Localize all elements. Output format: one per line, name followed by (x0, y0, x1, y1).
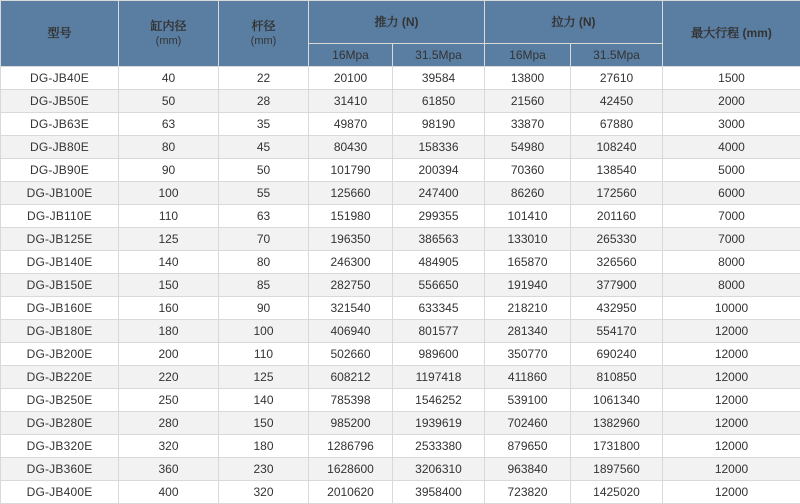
cell-max-stroke: 12000 (663, 435, 800, 458)
column-header-pull-31-5mpa: 31.5Mpa (571, 44, 663, 67)
column-header-push-force: 推力 (N) (309, 1, 485, 44)
cell-pull-31-5mpa: 138540 (571, 159, 663, 182)
cell-push-16mpa: 31410 (309, 90, 393, 113)
cell-rod: 125 (219, 366, 309, 389)
cell-pull-16mpa: 33870 (485, 113, 571, 136)
cell-push-31-5mpa: 2533380 (393, 435, 485, 458)
cell-bore: 360 (119, 458, 219, 481)
cell-pull-16mpa: 21560 (485, 90, 571, 113)
table-row (1, 412, 800, 435)
cell-rod: 22 (219, 67, 309, 90)
cell-model: DG-JB100E (1, 182, 119, 205)
cell-bore: 80 (119, 136, 219, 159)
cell-bore: 40 (119, 67, 219, 90)
cell-model: DG-JB50E (1, 90, 119, 113)
cell-pull-31-5mpa: 108240 (571, 136, 663, 159)
cell-pull-31-5mpa: 265330 (571, 228, 663, 251)
cell-model: DG-JB90E (1, 159, 119, 182)
cell-bore: 180 (119, 320, 219, 343)
cell-pull-16mpa: 191940 (485, 274, 571, 297)
cell-bore: 160 (119, 297, 219, 320)
table-row (1, 435, 800, 458)
cell-pull-16mpa: 350770 (485, 343, 571, 366)
cell-push-16mpa: 196350 (309, 228, 393, 251)
cell-model: DG-JB63E (1, 113, 119, 136)
cell-rod: 150 (219, 412, 309, 435)
cell-pull-16mpa: 218210 (485, 297, 571, 320)
cell-push-31-5mpa: 633345 (393, 297, 485, 320)
cell-max-stroke: 8000 (663, 274, 800, 297)
cell-pull-16mpa: 963840 (485, 458, 571, 481)
cell-pull-16mpa: 101410 (485, 205, 571, 228)
cell-pull-31-5mpa: 810850 (571, 366, 663, 389)
cell-rod: 85 (219, 274, 309, 297)
cell-max-stroke: 4000 (663, 136, 800, 159)
cell-max-stroke: 12000 (663, 343, 800, 366)
column-header-push-31-5mpa: 31.5Mpa (393, 44, 485, 67)
cell-push-31-5mpa: 39584 (393, 67, 485, 90)
table-row (1, 113, 800, 136)
column-header-pull-16mpa: 16Mpa (485, 44, 571, 67)
cell-push-16mpa: 49870 (309, 113, 393, 136)
table-row (1, 228, 800, 251)
cell-push-31-5mpa: 200394 (393, 159, 485, 182)
table-row (1, 67, 800, 90)
cell-model: DG-JB320E (1, 435, 119, 458)
cell-push-31-5mpa: 801577 (393, 320, 485, 343)
cell-push-31-5mpa: 484905 (393, 251, 485, 274)
table-row (1, 320, 800, 343)
cell-push-16mpa: 2010620 (309, 481, 393, 504)
cell-bore: 50 (119, 90, 219, 113)
cell-pull-16mpa: 702460 (485, 412, 571, 435)
cell-pull-16mpa: 54980 (485, 136, 571, 159)
table-row (1, 136, 800, 159)
cell-model: DG-JB150E (1, 274, 119, 297)
cell-pull-16mpa: 539100 (485, 389, 571, 412)
cell-bore: 220 (119, 366, 219, 389)
cell-pull-31-5mpa: 67880 (571, 113, 663, 136)
cell-pull-31-5mpa: 27610 (571, 67, 663, 90)
cell-push-16mpa: 406940 (309, 320, 393, 343)
cell-max-stroke: 5000 (663, 159, 800, 182)
cell-push-16mpa: 151980 (309, 205, 393, 228)
cell-push-16mpa: 246300 (309, 251, 393, 274)
cell-max-stroke: 3000 (663, 113, 800, 136)
cell-pull-31-5mpa: 172560 (571, 182, 663, 205)
cell-bore: 320 (119, 435, 219, 458)
cell-bore: 400 (119, 481, 219, 504)
cell-pull-16mpa: 70360 (485, 159, 571, 182)
cell-push-31-5mpa: 556650 (393, 274, 485, 297)
cell-bore: 250 (119, 389, 219, 412)
cell-model: DG-JB280E (1, 412, 119, 435)
cell-max-stroke: 1500 (663, 67, 800, 90)
column-header-pull-force: 拉力 (N) (485, 1, 663, 44)
cell-push-16mpa: 785398 (309, 389, 393, 412)
cell-rod: 110 (219, 343, 309, 366)
cell-pull-16mpa: 133010 (485, 228, 571, 251)
cell-bore: 90 (119, 159, 219, 182)
table-row (1, 90, 800, 113)
cell-rod: 35 (219, 113, 309, 136)
cell-rod: 100 (219, 320, 309, 343)
cell-push-31-5mpa: 3206310 (393, 458, 485, 481)
cell-pull-31-5mpa: 554170 (571, 320, 663, 343)
cell-push-16mpa: 608212 (309, 366, 393, 389)
cell-push-31-5mpa: 386563 (393, 228, 485, 251)
cell-bore: 200 (119, 343, 219, 366)
table-row (1, 343, 800, 366)
cell-pull-31-5mpa: 1061340 (571, 389, 663, 412)
cell-push-16mpa: 125660 (309, 182, 393, 205)
cell-pull-31-5mpa: 1382960 (571, 412, 663, 435)
cell-rod: 28 (219, 90, 309, 113)
cell-bore: 280 (119, 412, 219, 435)
cell-pull-31-5mpa: 1731800 (571, 435, 663, 458)
cell-pull-16mpa: 165870 (485, 251, 571, 274)
cell-model: DG-JB360E (1, 458, 119, 481)
cell-model: DG-JB110E (1, 205, 119, 228)
cell-max-stroke: 12000 (663, 366, 800, 389)
cell-pull-16mpa: 879650 (485, 435, 571, 458)
cell-bore: 150 (119, 274, 219, 297)
cell-push-16mpa: 282750 (309, 274, 393, 297)
cell-bore: 125 (119, 228, 219, 251)
table-row (1, 159, 800, 182)
table-row (1, 389, 800, 412)
cell-bore: 63 (119, 113, 219, 136)
cell-model: DG-JB220E (1, 366, 119, 389)
cell-push-31-5mpa: 158336 (393, 136, 485, 159)
cell-rod: 63 (219, 205, 309, 228)
table-row (1, 182, 800, 205)
cell-pull-31-5mpa: 326560 (571, 251, 663, 274)
cell-max-stroke: 8000 (663, 251, 800, 274)
cell-max-stroke: 12000 (663, 389, 800, 412)
table-row (1, 205, 800, 228)
cell-pull-16mpa: 411860 (485, 366, 571, 389)
cell-pull-16mpa: 281340 (485, 320, 571, 343)
cell-push-31-5mpa: 98190 (393, 113, 485, 136)
cell-push-16mpa: 101790 (309, 159, 393, 182)
cell-pull-31-5mpa: 432950 (571, 297, 663, 320)
cell-model: DG-JB140E (1, 251, 119, 274)
cell-pull-16mpa: 723820 (485, 481, 571, 504)
table-header (1, 1, 800, 67)
cell-push-16mpa: 502660 (309, 343, 393, 366)
cell-max-stroke: 12000 (663, 412, 800, 435)
column-header-push-16mpa: 16Mpa (309, 44, 393, 67)
cell-pull-16mpa: 13800 (485, 67, 571, 90)
cell-model: DG-JB40E (1, 67, 119, 90)
cell-max-stroke: 6000 (663, 182, 800, 205)
cell-bore: 110 (119, 205, 219, 228)
table-body (1, 67, 800, 504)
cell-rod: 140 (219, 389, 309, 412)
cell-pull-31-5mpa: 1425020 (571, 481, 663, 504)
column-header-max-stroke: 最大行程 (mm) (663, 1, 800, 67)
cell-rod: 50 (219, 159, 309, 182)
cell-bore: 100 (119, 182, 219, 205)
cell-model: DG-JB125E (1, 228, 119, 251)
column-header-model: 型号 (1, 1, 119, 67)
cell-rod: 55 (219, 182, 309, 205)
cell-model: DG-JB400E (1, 481, 119, 504)
column-header-rod-label: 杆径 (251, 19, 275, 33)
cell-max-stroke: 12000 (663, 481, 800, 504)
column-header-bore-unit: (mm) (119, 34, 218, 49)
cell-max-stroke: 7000 (663, 205, 800, 228)
cell-model: DG-JB80E (1, 136, 119, 159)
cell-model: DG-JB160E (1, 297, 119, 320)
cell-max-stroke: 10000 (663, 297, 800, 320)
cell-model: DG-JB250E (1, 389, 119, 412)
cell-max-stroke: 2000 (663, 90, 800, 113)
cell-push-31-5mpa: 1546252 (393, 389, 485, 412)
table-row (1, 297, 800, 320)
cell-push-31-5mpa: 247400 (393, 182, 485, 205)
cell-pull-16mpa: 86260 (485, 182, 571, 205)
cell-push-16mpa: 1628600 (309, 458, 393, 481)
cell-max-stroke: 12000 (663, 320, 800, 343)
cell-rod: 80 (219, 251, 309, 274)
cell-rod: 70 (219, 228, 309, 251)
table-row (1, 366, 800, 389)
column-header-bore (119, 1, 219, 67)
cell-rod: 90 (219, 297, 309, 320)
cell-model: DG-JB180E (1, 320, 119, 343)
cell-rod: 180 (219, 435, 309, 458)
cell-push-16mpa: 321540 (309, 297, 393, 320)
cell-push-31-5mpa: 3958400 (393, 481, 485, 504)
cell-max-stroke: 7000 (663, 228, 800, 251)
cell-rod: 230 (219, 458, 309, 481)
cell-model: DG-JB200E (1, 343, 119, 366)
table-row (1, 251, 800, 274)
cell-push-31-5mpa: 61850 (393, 90, 485, 113)
cell-pull-31-5mpa: 42450 (571, 90, 663, 113)
cell-push-31-5mpa: 1939619 (393, 412, 485, 435)
header-row-primary (1, 1, 800, 44)
column-header-rod (219, 1, 309, 67)
cell-push-16mpa: 985200 (309, 412, 393, 435)
cell-push-31-5mpa: 989600 (393, 343, 485, 366)
table-row (1, 481, 800, 504)
cell-rod: 45 (219, 136, 309, 159)
column-header-bore-label: 缸内径 (150, 19, 186, 33)
cell-push-31-5mpa: 1197418 (393, 366, 485, 389)
cell-max-stroke: 12000 (663, 458, 800, 481)
cell-bore: 140 (119, 251, 219, 274)
cell-pull-31-5mpa: 1897560 (571, 458, 663, 481)
table-row (1, 274, 800, 297)
cell-pull-31-5mpa: 377900 (571, 274, 663, 297)
cell-pull-31-5mpa: 690240 (571, 343, 663, 366)
cell-pull-31-5mpa: 201160 (571, 205, 663, 228)
cell-push-16mpa: 20100 (309, 67, 393, 90)
cell-push-31-5mpa: 299355 (393, 205, 485, 228)
cell-push-16mpa: 80430 (309, 136, 393, 159)
cell-rod: 320 (219, 481, 309, 504)
cell-push-16mpa: 1286796 (309, 435, 393, 458)
column-header-rod-unit: (mm) (219, 34, 308, 49)
table-row (1, 458, 800, 481)
